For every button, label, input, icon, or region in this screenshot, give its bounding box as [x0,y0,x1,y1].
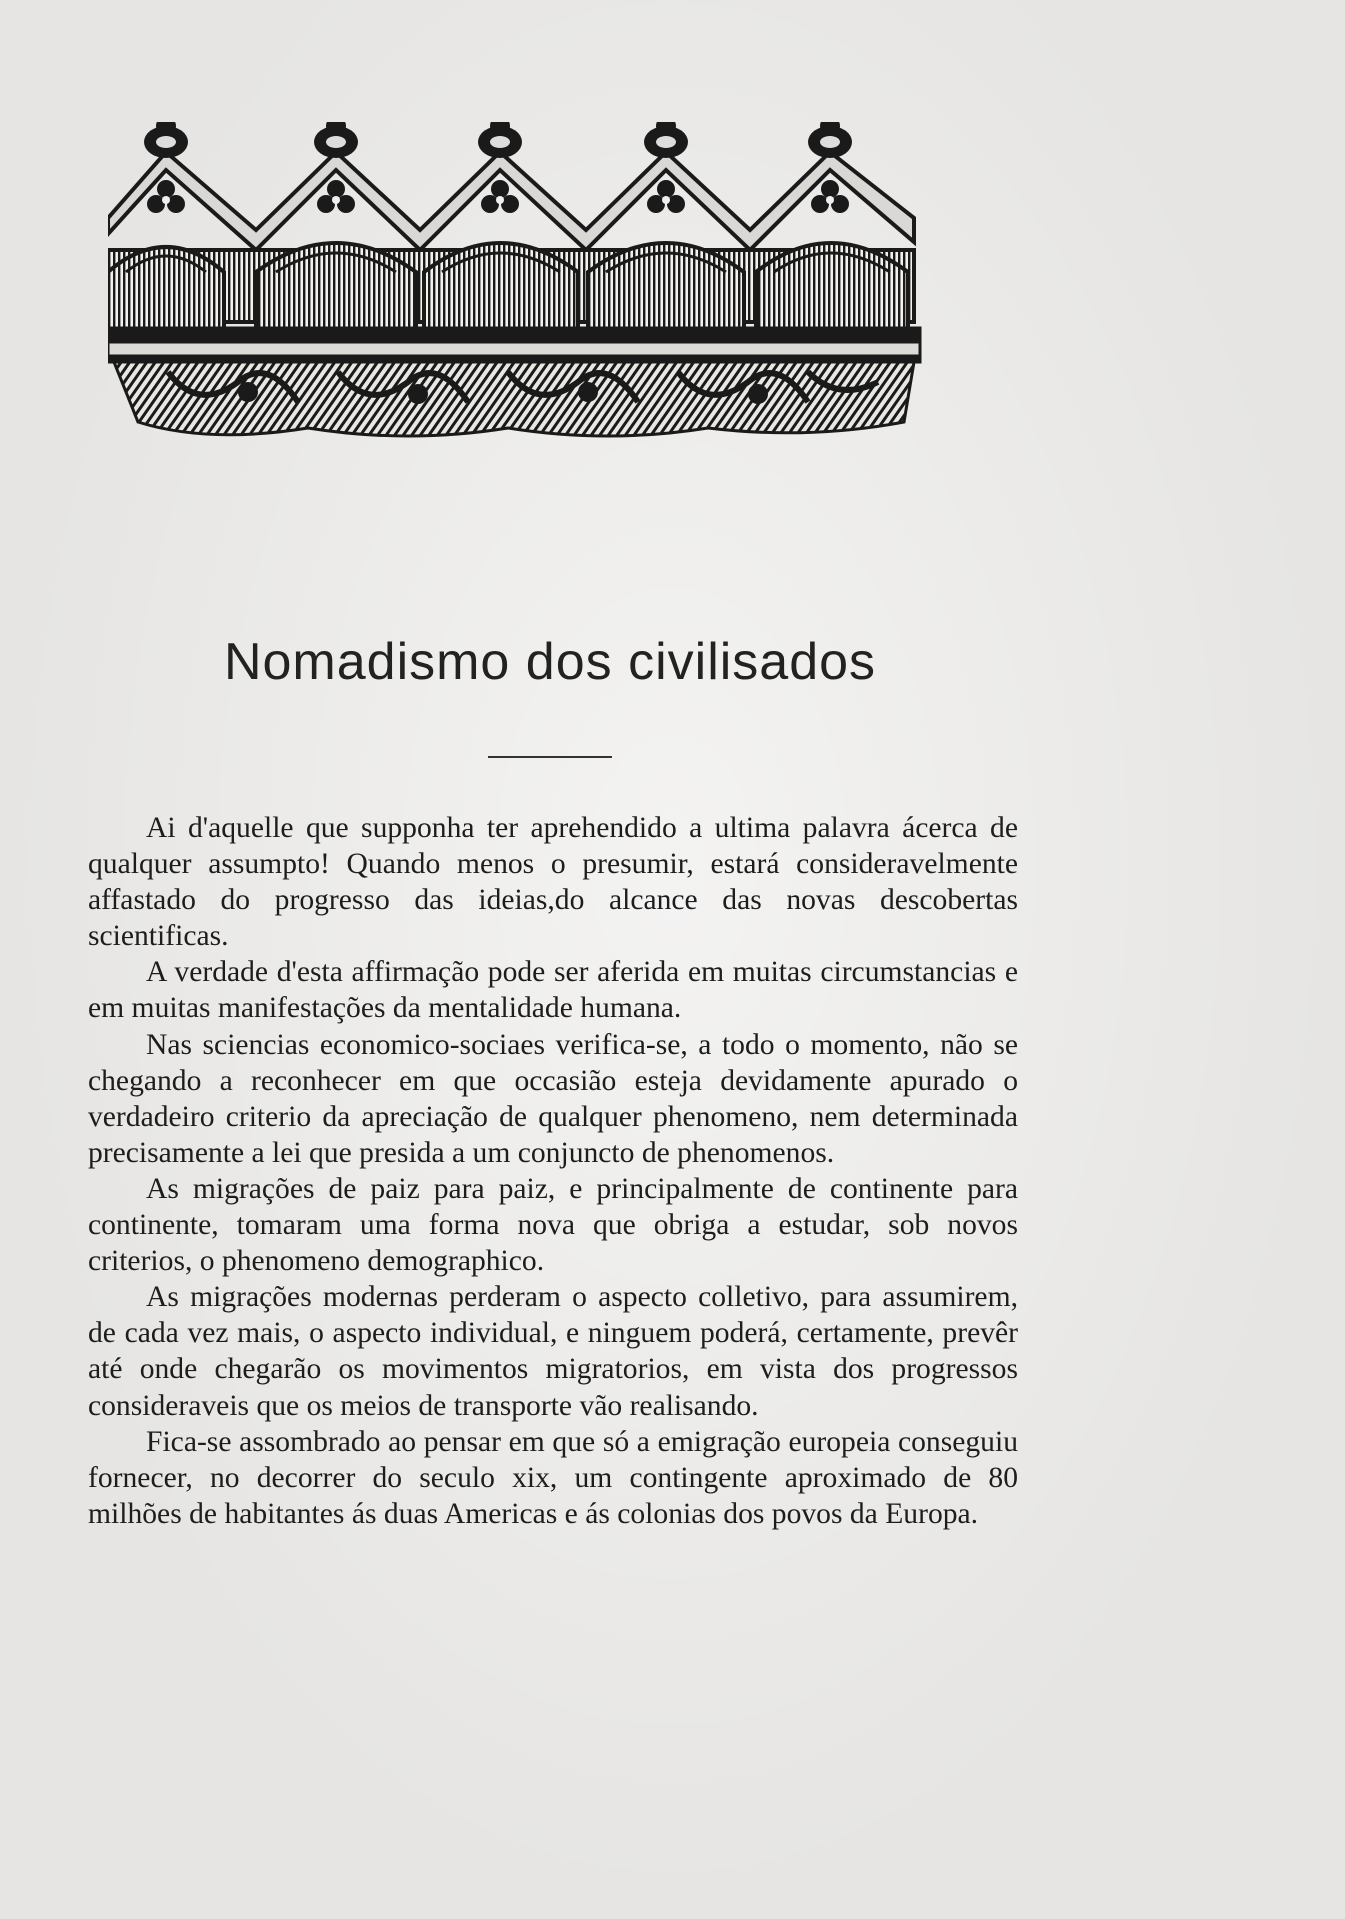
ornament-headpiece-image [108,122,1000,510]
paragraph: A verdade d'esta affirmação pode ser aferida em muitas circumstancias e em muitas manifestações da mentalidade humana. [88,956,1018,1025]
title-divider [488,756,612,758]
arcade [108,243,914,332]
finials [144,122,852,158]
trefoils [147,180,849,213]
paragraph: As migrações de paiz para paiz, e principalmente de continente para continente, tomaram uma forma nova que obriga a estudar, sob novos criterios, o phenomeno demographico. [88,1172,1018,1278]
paragraph: As migrações modernas perderam o aspecto colletivo, para assumirem, de cada vez mais, o aspecto individual, e ninguem poderá, certamente, prevêr até onde chegarão os movimentos migratorios, em vista dos progressos consideraveis que os meios de transporte vão realisando. [88,1281,1018,1422]
chapter-title: Nomadismo dos civilisados [223,633,877,691]
foliage-frieze [114,362,914,436]
paragraph: Nas sciencias economico-sociaes verifica-se, a todo o momento, não se chegando a reconhecer em que occasião esteja devidamente apurado o verdadeiro criterio da apreciação de qualquer phenomeno, nem determinada precisamente a lei que presida a um conjuncto de phenomenos. [88,1028,1018,1169]
paragraph: Ai d'aquelle que supponha ter aprehendido a ultima palavra ácerca de qualquer assumpto! Quando menos o presumir, estará consideravelmente affastado do progresso das ideias,do alcance das novas descobertas scientificas. [88,812,1018,953]
cornice [108,328,920,362]
body-text [88,810,1018,1532]
paragraph: Fica-se assombrado ao pensar em que só a emigração europeia conseguiu fornecer, no decorrer do seculo xix, um contingente aproximado de 80 milhões de habitantes ás duas Americas e ás colonias dos povos da Europa. [88,1425,1018,1530]
